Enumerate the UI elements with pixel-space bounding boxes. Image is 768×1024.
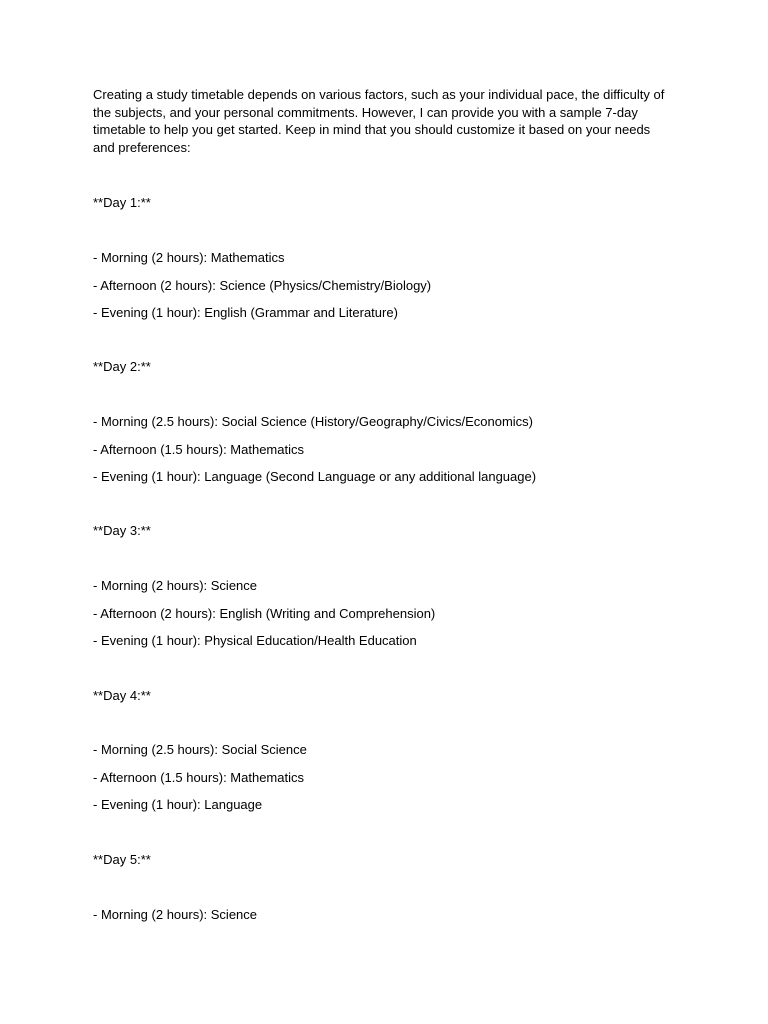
day-3-evening: - Evening (1 hour): Physical Education/Health Education bbox=[93, 633, 417, 648]
day-1-morning: - Morning (2 hours): Mathematics bbox=[93, 250, 285, 265]
day-1-heading: **Day 1:** bbox=[93, 195, 151, 210]
day-4-evening: - Evening (1 hour): Language bbox=[93, 797, 263, 812]
day-4-morning: - Morning (2.5 hours): Social Science bbox=[93, 742, 307, 757]
day-2-heading: **Day 2:** bbox=[93, 359, 151, 374]
day-3-heading: **Day 3:** bbox=[93, 523, 151, 538]
intro-paragraph: Creating a study timetable depends on various factors, such as your individual pace, the difficulty of the subjects, and your personal commitments. However, I can provide you with a sample 7-day timetable to help you get started. Keep in mind that you should customize it based on your needs and preferences: bbox=[93, 87, 665, 156]
day-1-evening: - Evening (1 hour): English (Grammar and Literature) bbox=[93, 305, 398, 320]
day-2-afternoon: - Afternoon (1.5 hours): Mathematics bbox=[93, 442, 304, 457]
day-4-heading: **Day 4:** bbox=[93, 688, 151, 703]
day-3-morning: - Morning (2 hours): Science bbox=[93, 578, 258, 593]
day-1-afternoon: - Afternoon (2 hours): Science (Physics/Chemistry/Biology) bbox=[93, 278, 432, 293]
day-5-heading: **Day 5:** bbox=[93, 852, 151, 867]
day-5-morning: - Morning (2 hours): Science bbox=[93, 907, 258, 922]
day-4-afternoon: - Afternoon (1.5 hours): Mathematics bbox=[93, 770, 304, 785]
day-2-evening: - Evening (1 hour): Language (Second Language or any additional language) bbox=[93, 469, 537, 484]
day-3-afternoon: - Afternoon (2 hours): English (Writing and Comprehension) bbox=[93, 606, 436, 621]
day-2-morning: - Morning (2.5 hours): Social Science (History/Geography/Civics/Economics) bbox=[93, 414, 533, 429]
